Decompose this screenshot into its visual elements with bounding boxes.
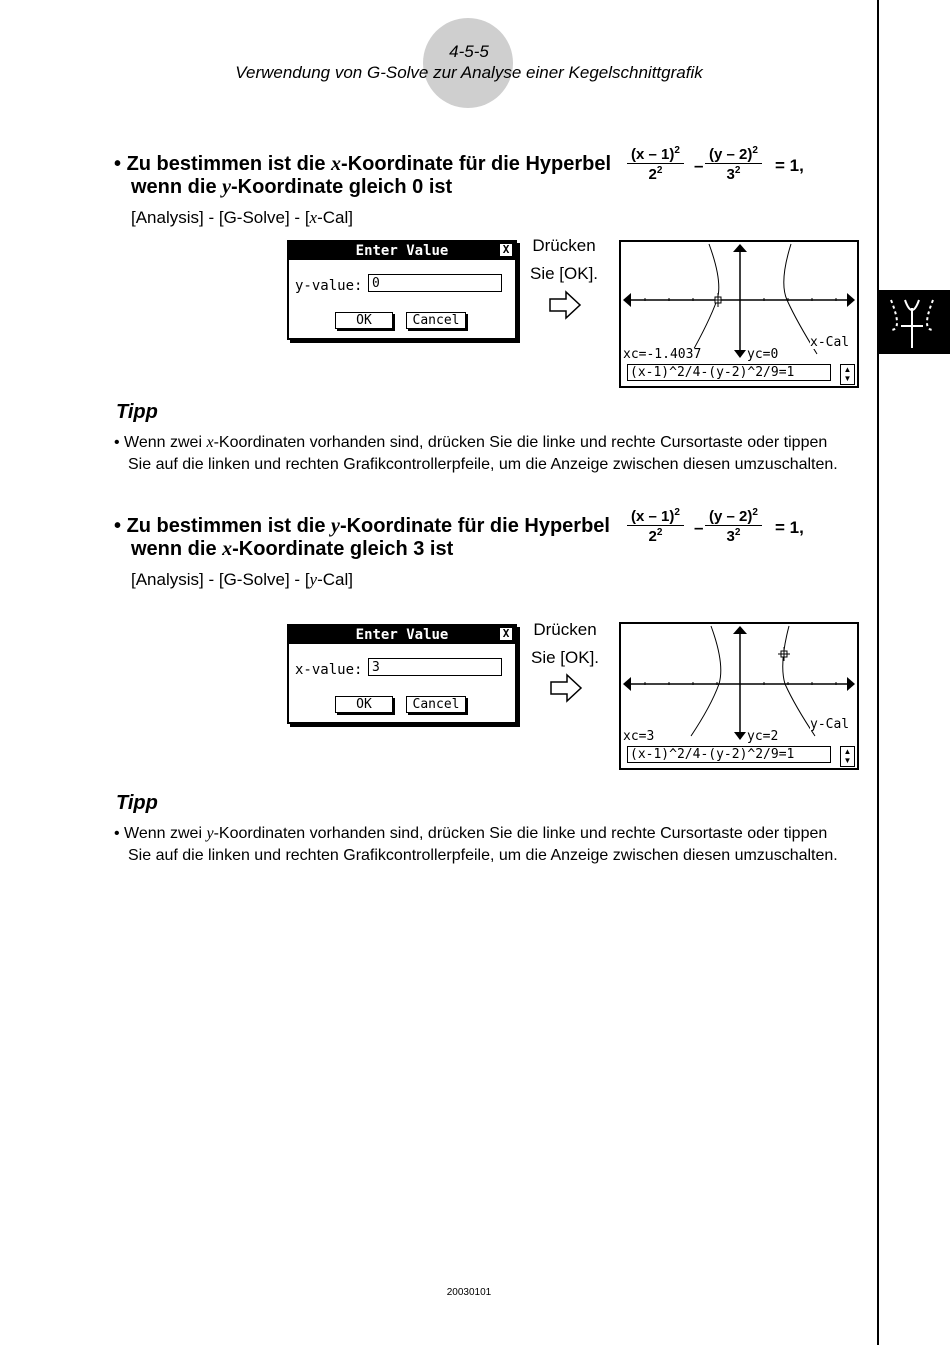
dialog-ok-button[interactable]: OK [335,696,393,713]
section-2-heading [114,515,610,561]
section-2-line2: wenn die x-Koordinate gleich 3 ist [131,538,454,560]
hyperbola-left-branch [691,626,721,736]
section-1-line2: wenn die y-Koordinate gleich 0 ist [131,176,453,198]
graph-mode-label: x-Cal [810,335,850,350]
arrow-down-icon [734,350,746,358]
dialog-close-button[interactable]: X [500,628,512,640]
section-1-fraction-2: $\frac{(y - 2)^2}{3^2}$ [705,145,762,183]
section-1-rhs: = 1, [775,156,804,175]
arrow-left-icon [623,677,631,691]
conic-section-icon [879,290,950,354]
dialog-label: x-value: [295,662,363,678]
dialog-value-input[interactable]: 0 [368,274,502,292]
arrow-right-icon [847,677,855,691]
dialog-close-button[interactable]: X [500,244,512,256]
dialog-ok-button[interactable]: OK [335,312,393,329]
dialog-title: Enter Value X [289,242,515,260]
section-1-press-instruction: Drücken Sie [OK]. [529,236,599,283]
dialog-label: y-value: [295,278,363,294]
arrow-left-icon [623,293,631,307]
section-1-graph-window [619,240,859,388]
page-border-line [877,0,879,1345]
section-2-fraction-1: $\frac{(x - 1)^2}{2^2}$ [627,507,684,545]
cursor-icon [778,647,790,661]
section-1-enter-value-dialog [287,240,517,340]
section-2-enter-value-dialog [287,624,517,724]
section-1-menu-path: [Analysis] - [G-Solve] - [x-Cal] [131,208,353,227]
graph-expression-field[interactable]: (x-1)^2/4-(y-2)^2/9=1 [627,746,831,763]
arrow-up-icon [733,244,747,252]
page-number: 4-5-5 [449,42,489,61]
tip-1-heading: Tipp [116,401,158,423]
section-2-minus: – [694,518,704,537]
dialog-title: Enter Value X [289,626,515,644]
tip-1-text: • Wenn zwei x-Koordinaten vorhanden sind, drücken Sie die linke und rechte Cursortaste oder tippen Sie auf die linken und rechten Grafikcontrollerpfeile, um die Anzeige zwischen diesen umzuschalten. [114,434,838,473]
graph-scroll-arrows[interactable]: ▲ ▼ [840,364,855,385]
dialog-value-input[interactable]: 3 [368,658,502,676]
dialog-cancel-button[interactable]: Cancel [406,312,466,329]
arrow-right-icon [847,293,855,307]
section-1-fraction-1: $\frac{(x - 1)^2}{2^2}$ [627,145,684,183]
graph-mode-label: y-Cal [810,717,850,732]
section-1-minus: – [694,156,704,175]
graph-scroll-arrows[interactable]: ▲ ▼ [840,746,855,767]
section-2-graph-window [619,622,859,770]
chapter-tab [879,290,950,354]
arrow-up-icon [733,626,747,634]
tip-2-heading: Tipp [116,792,158,814]
page-title: Verwendung von G-Solve zur Analyse einer Kegelschnittgrafik [235,63,703,82]
section-1-heading [114,153,611,199]
section-2-fraction-2: $\frac{(y - 2)^2}{3^2}$ [705,507,762,545]
graph-x-readout: xc=3 [623,729,655,744]
section-2-menu-path: [Analysis] - [G-Solve] - [y-Cal] [131,570,353,589]
graph-y-readout: yc=2 [747,729,779,744]
section-2-line1: • Zu bestimmen ist die y-Koordinate für die Hyperbel [114,515,610,537]
dialog-cancel-button[interactable]: Cancel [406,696,466,713]
graph-x-readout: xc=-1.4037 [623,347,702,362]
arrow-down-icon [734,732,746,740]
section-2-press-instruction: Drücken Sie [OK]. [530,620,600,667]
section-1-line1: • Zu bestimmen ist die x-Koordinate für die Hyperbel [114,153,612,175]
right-arrow-icon [549,673,583,703]
graph-y-readout: yc=0 [747,347,779,362]
graph-expression-field[interactable]: (x-1)^2/4-(y-2)^2/9=1 [627,364,831,381]
footer-code: 20030101 [446,1287,492,1298]
tip-2-text: • Wenn zwei y-Koordinaten vorhanden sind, drücken Sie die linke und rechte Cursortaste oder tippen Sie auf die linken und rechten Grafikcontrollerpfeile, um die Anzeige zwischen diesen umzuschalten. [114,825,838,864]
cursor-icon [712,293,724,307]
right-arrow-icon [548,290,582,320]
section-2-rhs: = 1, [775,518,804,537]
